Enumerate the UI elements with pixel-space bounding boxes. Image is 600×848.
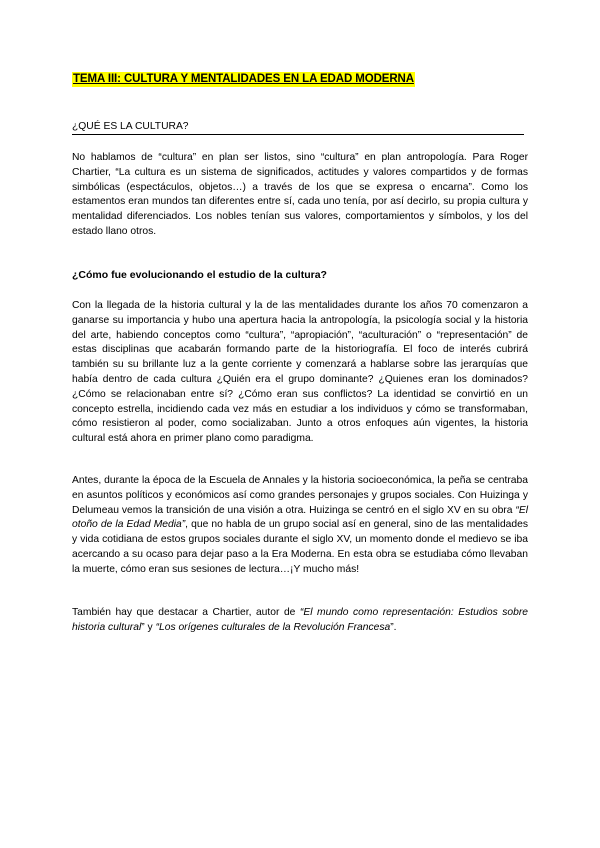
paragraph-3-text-b: , que no habla de un grupo social así en general, sino de las mentalidades y vida cotidiana de estos grupos sociales durante el siglo XV, un momento donde el medievo se iba acercando a su ocaso para dejar paso a la Era Moderna. En esta obra se estudiaba cómo llevaban la muerte, cómo eran sus sesiones de lectura…¡Y mucho más! — [72, 519, 528, 575]
paragraph-4-text-b: ” y — [141, 621, 156, 633]
paragraph-3-text-a: Antes, durante la época de la Escuela de Annales y la historia socioeconómica, la peña se centraba en asuntos políticos y económicos así como grandes personajes y grupos sociales. Con Huizinga y Delumeau vemos la transición de una visión a otra. Huizinga se centró en el siglo XV en su obra — [72, 475, 528, 516]
work-title-mundo: “El mundo como representación: Estudios sobre historia cultural — [72, 607, 528, 633]
work-title-origenes: “Los orígenes culturales de la Revolución Francesa — [155, 621, 391, 633]
paragraph-4 — [72, 606, 528, 636]
paragraph-4-text-a: También hay que destacar a Chartier, autor de — [72, 607, 300, 618]
paragraph-1: No hablamos de “cultura” en plan ser listos, sino “cultura” en plan antropología. Para Roger Chartier, “La cultura es un sistema de significados, actitudes y valores compartidos y de formas simbólicas (espectáculos, objetos…) a través de los que se expresa o encarna”. Como los estamentos eran mundos tan diferentes entre sí, cada uno tenía, por así decirlo, su propia cultura y mentalidad diferenciados. Los nobles tenían sus valores, comportamientos y símbolos, y los del estado llano otros. — [72, 152, 528, 237]
subheading: ¿Cómo fue evolucionando el estudio de la cultura? — [72, 269, 327, 281]
document-title: TEMA III: CULTURA Y MENTALIDADES EN LA EDAD MODERNA — [73, 73, 414, 85]
section-heading: ¿QUÉ ES LA CULTURA? — [72, 120, 524, 135]
paragraph-4-text-c: ”. — [390, 621, 397, 633]
paragraph-3 — [72, 474, 528, 578]
work-title-otono: “El otoño de la Edad Media” — [72, 504, 528, 531]
paragraph-2: Con la llegada de la historia cultural y la de las mentalidades durante los años 70 comenzaron a ganarse su importancia y hubo una apertura hacia la antropología, la psicología social y la historia del arte, habiendo conceptos como “cultura”, “apropiación”, “aculturación” o “representación” de estas disciplinas que acabarán formando parte de la historiografía. El foco de interés cubrirá también su su brillante luz a la gente corriente y comenzará a hablarse sobre las jerarquías que había dentro de cada cultura ¿Quién era el grupo dominante? ¿Quienes eran los dominados? ¿Cómo se relacionaban entre sí? ¿Cómo eran sus conflictos? La identidad se convirtió en un concepto estrella, incidiendo cada vez más en estudiar a los individuos y cómo se transformaban, cómo resistieron al poder, como socializaban. Junto a otros enfoques aún vigentes, la historia cultural está ahora en primer plano como paradigma. — [72, 300, 528, 445]
